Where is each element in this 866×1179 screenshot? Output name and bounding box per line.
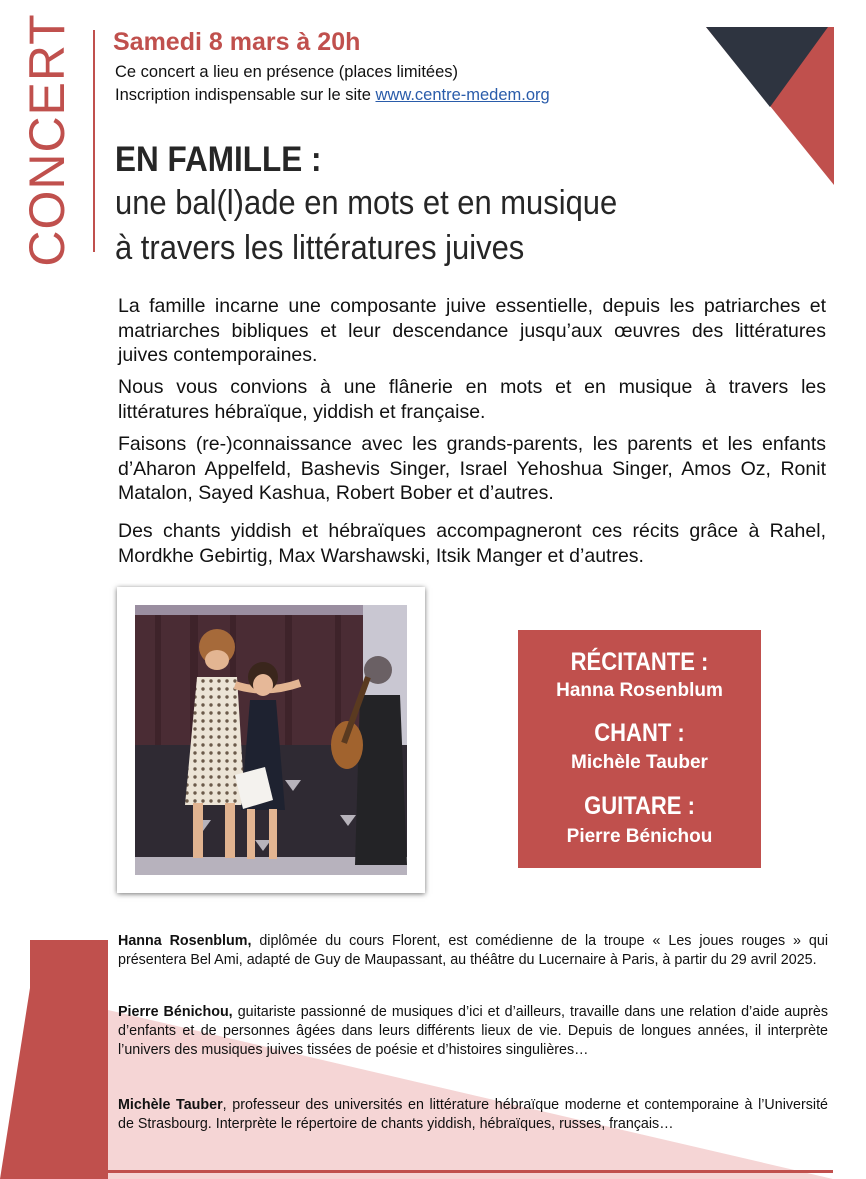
cast-role-1: RÉCITANTE :: [570, 648, 709, 676]
bio-pierre-text: guitariste passionné de musiques d’ici et d’ailleurs, travaille dans une relation d’aide auprès d’enfants et de personnes âgées dans leurs différents lieux de vie. Depuis de longues années, il interprète l’univers des musiques juives tissées de poésie et d’histoires singulières…: [118, 1004, 828, 1058]
bio-hanna-name: Hanna Rosenblum,: [118, 933, 252, 949]
cast-name-3: Pierre Bénichou: [566, 826, 713, 847]
photo-illustration: [135, 605, 407, 875]
bottom-rule: [30, 1170, 833, 1173]
corner-triangles: [706, 27, 834, 185]
bio-pierre-name: Pierre Bénichou,: [118, 1004, 233, 1020]
event-date: Samedi 8 mars à 20h: [113, 28, 361, 56]
vertical-label: [14, 12, 80, 267]
cast-name-1: Hanna Rosenblum: [556, 680, 723, 701]
cast-role-2: CHANT :: [594, 719, 685, 747]
bio-michele: [118, 1096, 828, 1134]
info-line-2-prefix: Inscription indispensable sur le site: [115, 86, 376, 104]
paragraph-3: Faisons (re-)connaissance avec les grands-parents, les parents et les enfants d’Aharon Appelfeld, Bashevis Singer, Israel Yehoshua Singer, Amos Oz, Ronit Matalon, Sayed Kashua, Robert Bober et d’autres.: [118, 433, 826, 504]
title-line-2: une bal(l)ade en mots et en musique: [115, 184, 618, 222]
bio-michele-text: , professeur des universités en littérature hébraïque moderne et contemporaine à l’Université de Strasbourg. Interprète le répertoire de chants yiddish, hébraïques, russes, français…: [118, 1097, 828, 1132]
bio-pierre: [118, 1003, 828, 1060]
vertical-label-text: CONCERT: [19, 12, 75, 267]
bio-hanna: [118, 932, 828, 970]
vertical-divider: [93, 30, 95, 252]
bottom-red-triangle: [0, 988, 30, 1179]
title-line-1: EN FAMILLE :: [115, 140, 322, 179]
info-line-1: Ce concert a lieu en présence (places limitées): [115, 63, 458, 81]
cast-box: [518, 630, 761, 868]
performers-photo: [117, 587, 425, 893]
website-link[interactable]: www.centre-medem.org: [375, 86, 550, 104]
bio-michele-name: Michèle Tauber: [118, 1097, 223, 1113]
paragraph-1: La famille incarne une composante juive essentielle, depuis les patriarches et matriarches bibliques et leur descendance jusqu’aux œuvres des littératures juives contemporaines.: [118, 295, 826, 366]
cast-role-3: GUITARE :: [584, 792, 695, 820]
paragraph-2: Nous vous convions à une flânerie en mots et en musique à travers les littératures hébraïque, yiddish et française.: [118, 376, 826, 423]
title-line-3: à travers les littératures juives: [115, 229, 525, 267]
bottom-red-band: [30, 940, 108, 1179]
cast-name-2: Michèle Tauber: [571, 752, 708, 773]
info-line-2: [115, 86, 550, 105]
paragraph-4: Des chants yiddish et hébraïques accompagneront ces récits grâce à Rahel, Mordkhe Gebirtig, Max Warshawski, Itsik Manger et d’autres.: [118, 520, 826, 567]
bio-hanna-text: diplômée du cours Florent, est comédienne de la troupe « Les joues rouges » qui présentera Bel Ami, adapté de Guy de Maupassant, au théâtre du Lucernaire à Paris, à partir du 29 avril 2025.: [118, 933, 829, 968]
